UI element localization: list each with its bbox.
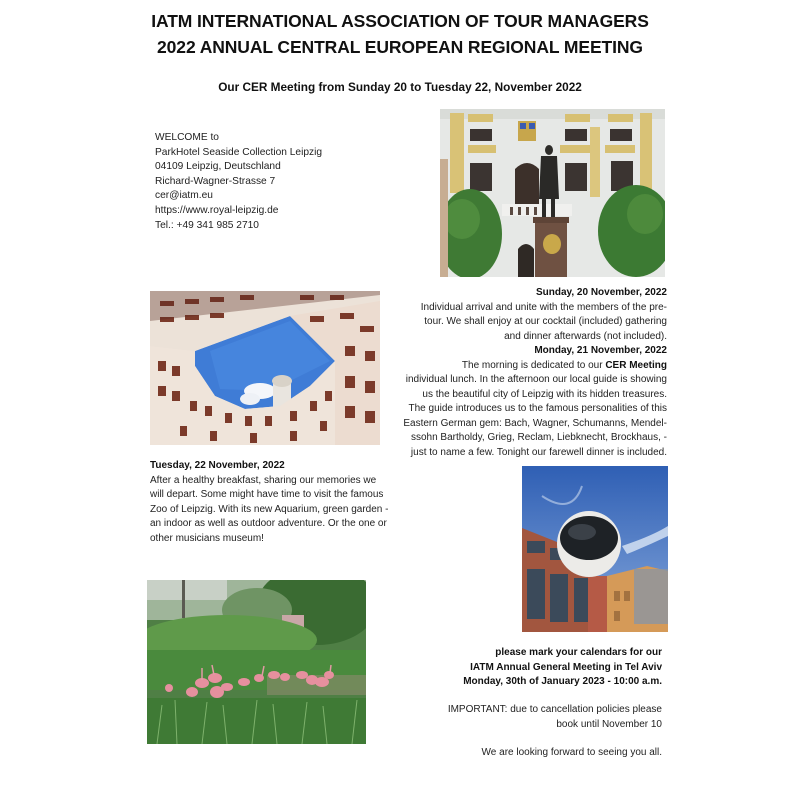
cer-meeting-highlight: CER Meeting (605, 359, 667, 371)
meeting-dates-subtitle: Our CER Meeting from Sunday 20 to Tuesday 22, November 2022 (218, 80, 582, 94)
sunday-text-line: Individual arrival and unite with the members of the pre- (420, 301, 667, 313)
tuesday-text-line: other musicians museum! (150, 532, 264, 544)
tuesday-text-line: an indoor as well as outdoor adventure. Or the one or (150, 518, 387, 529)
monday-date: Monday, 21 November, 2022 (534, 345, 667, 356)
important-line: IMPORTANT: due to cancellation policies please (447, 704, 662, 715)
tuesday-text-line: After a healthy breakfast, sharing our memories we (150, 474, 377, 486)
monday-text-line: Eastern German gem: Bach, Wagner, Schumanns, Mendel- (403, 417, 667, 429)
agm-notice (380, 646, 662, 690)
sunday-date: Sunday, 20 November, 2022 (536, 287, 667, 298)
sunday-text-line: tour. We shall enjoy at our cocktail (included) gathering (424, 316, 667, 327)
contact-email[interactable]: cer@iatm.eu (155, 190, 213, 202)
welcome-line: WELCOME to (155, 132, 219, 143)
tuesday-date: Tuesday, 22 November, 2022 (150, 460, 285, 471)
tuesday-text-line: Zoo of Leipzig. With its new Aquarium, green garden - (150, 503, 389, 515)
title-line-1: IATM INTERNATIONAL ASSOCIATION OF TOUR MANAGERS (151, 11, 649, 31)
sunday-monday-schedule (380, 286, 667, 460)
tuesday-schedule (150, 459, 440, 546)
photo-sphere-building (522, 466, 668, 632)
agm-line: please mark your calendars for our (495, 647, 662, 658)
closing-line: We are looking forward to seeing you all. (481, 747, 662, 758)
tuesday-text-line: will depart. Some might have time to visit the famous (150, 489, 384, 500)
hotel-website[interactable]: https://www.royal-leipzig.de (155, 204, 279, 216)
photo-statue (440, 109, 665, 277)
monday-text-line: just to name a few. Tonight our farewell dinner is included. (410, 446, 667, 458)
title-line-2: 2022 ANNUAL CENTRAL EUROPEAN REGIONAL MEETING (157, 37, 643, 57)
hotel-street: Richard-Wagner-Strasse 7 (155, 175, 276, 187)
monday-intro: The morning is dedicated to our (461, 359, 606, 371)
sunday-text-line: and dinner afterwards (not included). (504, 330, 667, 342)
photo-courtyard (150, 291, 380, 445)
photo-flamingos (147, 580, 366, 744)
hotel-phone: Tel.: +49 341 985 2710 (155, 219, 259, 231)
agm-line: IATM Annual General Meeting in Tel Aviv (470, 661, 662, 673)
monday-text-line: The guide introduces us to the famous personalities of this (408, 403, 667, 414)
monday-text-line: us the beautiful city of Leipzig with its hidden treasures. (422, 388, 667, 400)
hotel-city: 04109 Leipzig, Deutschland (155, 161, 281, 173)
agm-date: Monday, 30th of January 2023 - 10:00 a.m. (463, 676, 662, 687)
important-line: book until November 10 (556, 718, 662, 730)
welcome-address-block (155, 131, 425, 233)
monday-text-line: individual lunch. In the afternoon our local guide is showing (405, 374, 667, 385)
hotel-name: ParkHotel Seaside Collection Leipzig (155, 146, 323, 158)
monday-text-line (380, 359, 667, 374)
important-notice (380, 703, 662, 732)
monday-text-line: ssohn Bartholdy, Grieg, Reclam, Liebknecht, Brockhaus, - (410, 432, 667, 443)
